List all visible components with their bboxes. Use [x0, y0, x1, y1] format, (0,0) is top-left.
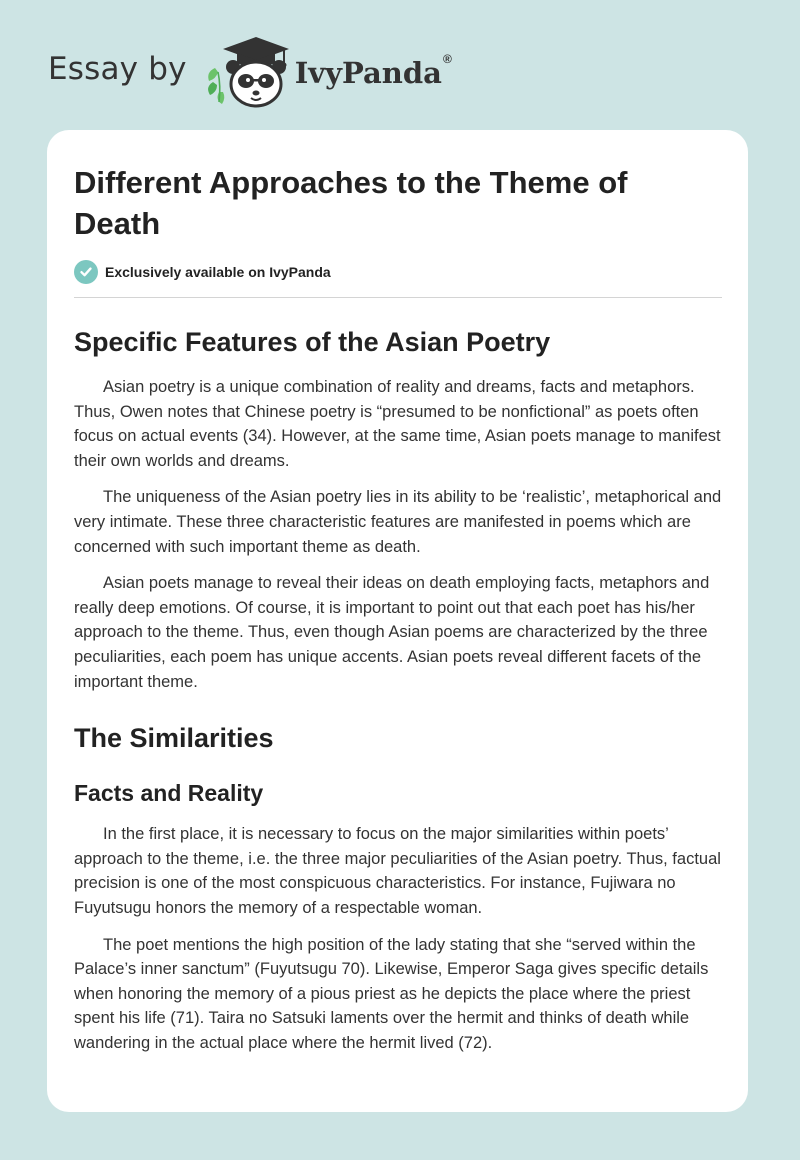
- paragraph: The uniqueness of the Asian poetry lies in its ability to be ‘realistic’, metaphorical and very intimate. These three characteristic features are manifested in poems which are concerned with such important theme as death.: [74, 488, 722, 556]
- essay-by-label: Essay by: [48, 51, 187, 87]
- brand-name-text: IvyPanda: [294, 56, 442, 90]
- paragraph: Asian poets manage to reveal their ideas on death employing facts, metaphors and really deep emotions. Of course, it is important to point out that each poet has his/her approach to the theme. Thus, even though Asian poems are characterized by the three peculiarities, each poem has unique accents. Asian poets reveal different facets of the important theme.: [74, 574, 710, 691]
- brand-name[interactable]: [294, 52, 452, 90]
- essay-card: [47, 130, 748, 1112]
- section-specific-features: [74, 324, 722, 694]
- paragraph: In the first place, it is necessary to focus on the major similarities within poets’ approach to the theme, i.e. the three major peculiarities of the Asian poetry. Thus, factual precision is one of the most conspicuous characteristics. For instance, Fujiwara no Fuyutsugu honors the memory of a respectable woman.: [74, 825, 721, 917]
- exclusive-badge-text: Exclusively available on IvyPanda: [105, 264, 331, 280]
- paragraph: Asian poetry is a unique combination of reality and dreams, facts and metaphors. Thus, Owen notes that Chinese poetry is “presumed to be nonfictional” as poets often focus on actual events (34). However, at the same time, Asian poets manage to manifest their own worlds and dreams.: [74, 378, 721, 470]
- subsection-heading: Facts and Reality: [74, 780, 264, 807]
- check-icon: [74, 260, 98, 284]
- exclusive-badge: [74, 260, 722, 298]
- section-similarities: [74, 720, 722, 1055]
- ivypanda-logo-icon[interactable]: [201, 34, 291, 110]
- section-heading: Specific Features of the Asian Poetry: [74, 327, 551, 357]
- registered-mark: ®: [442, 52, 452, 66]
- essay-title: Different Approaches to the Theme of Death: [74, 165, 628, 241]
- paragraph: The poet mentions the high position of the lady stating that she “served within the Palace’s inner sanctum” (Fuyutsugu 70). Likewise, Emperor Saga gives specific details when honoring the memory of a pious priest as he depicts the place where the priest spent his life (71). Taira no Satsuki laments over the hermit and thinks of death while wandering in the actual place where the hermit lived (72).: [74, 935, 709, 1052]
- section-heading: The Similarities: [74, 723, 274, 754]
- site-header: [48, 34, 452, 110]
